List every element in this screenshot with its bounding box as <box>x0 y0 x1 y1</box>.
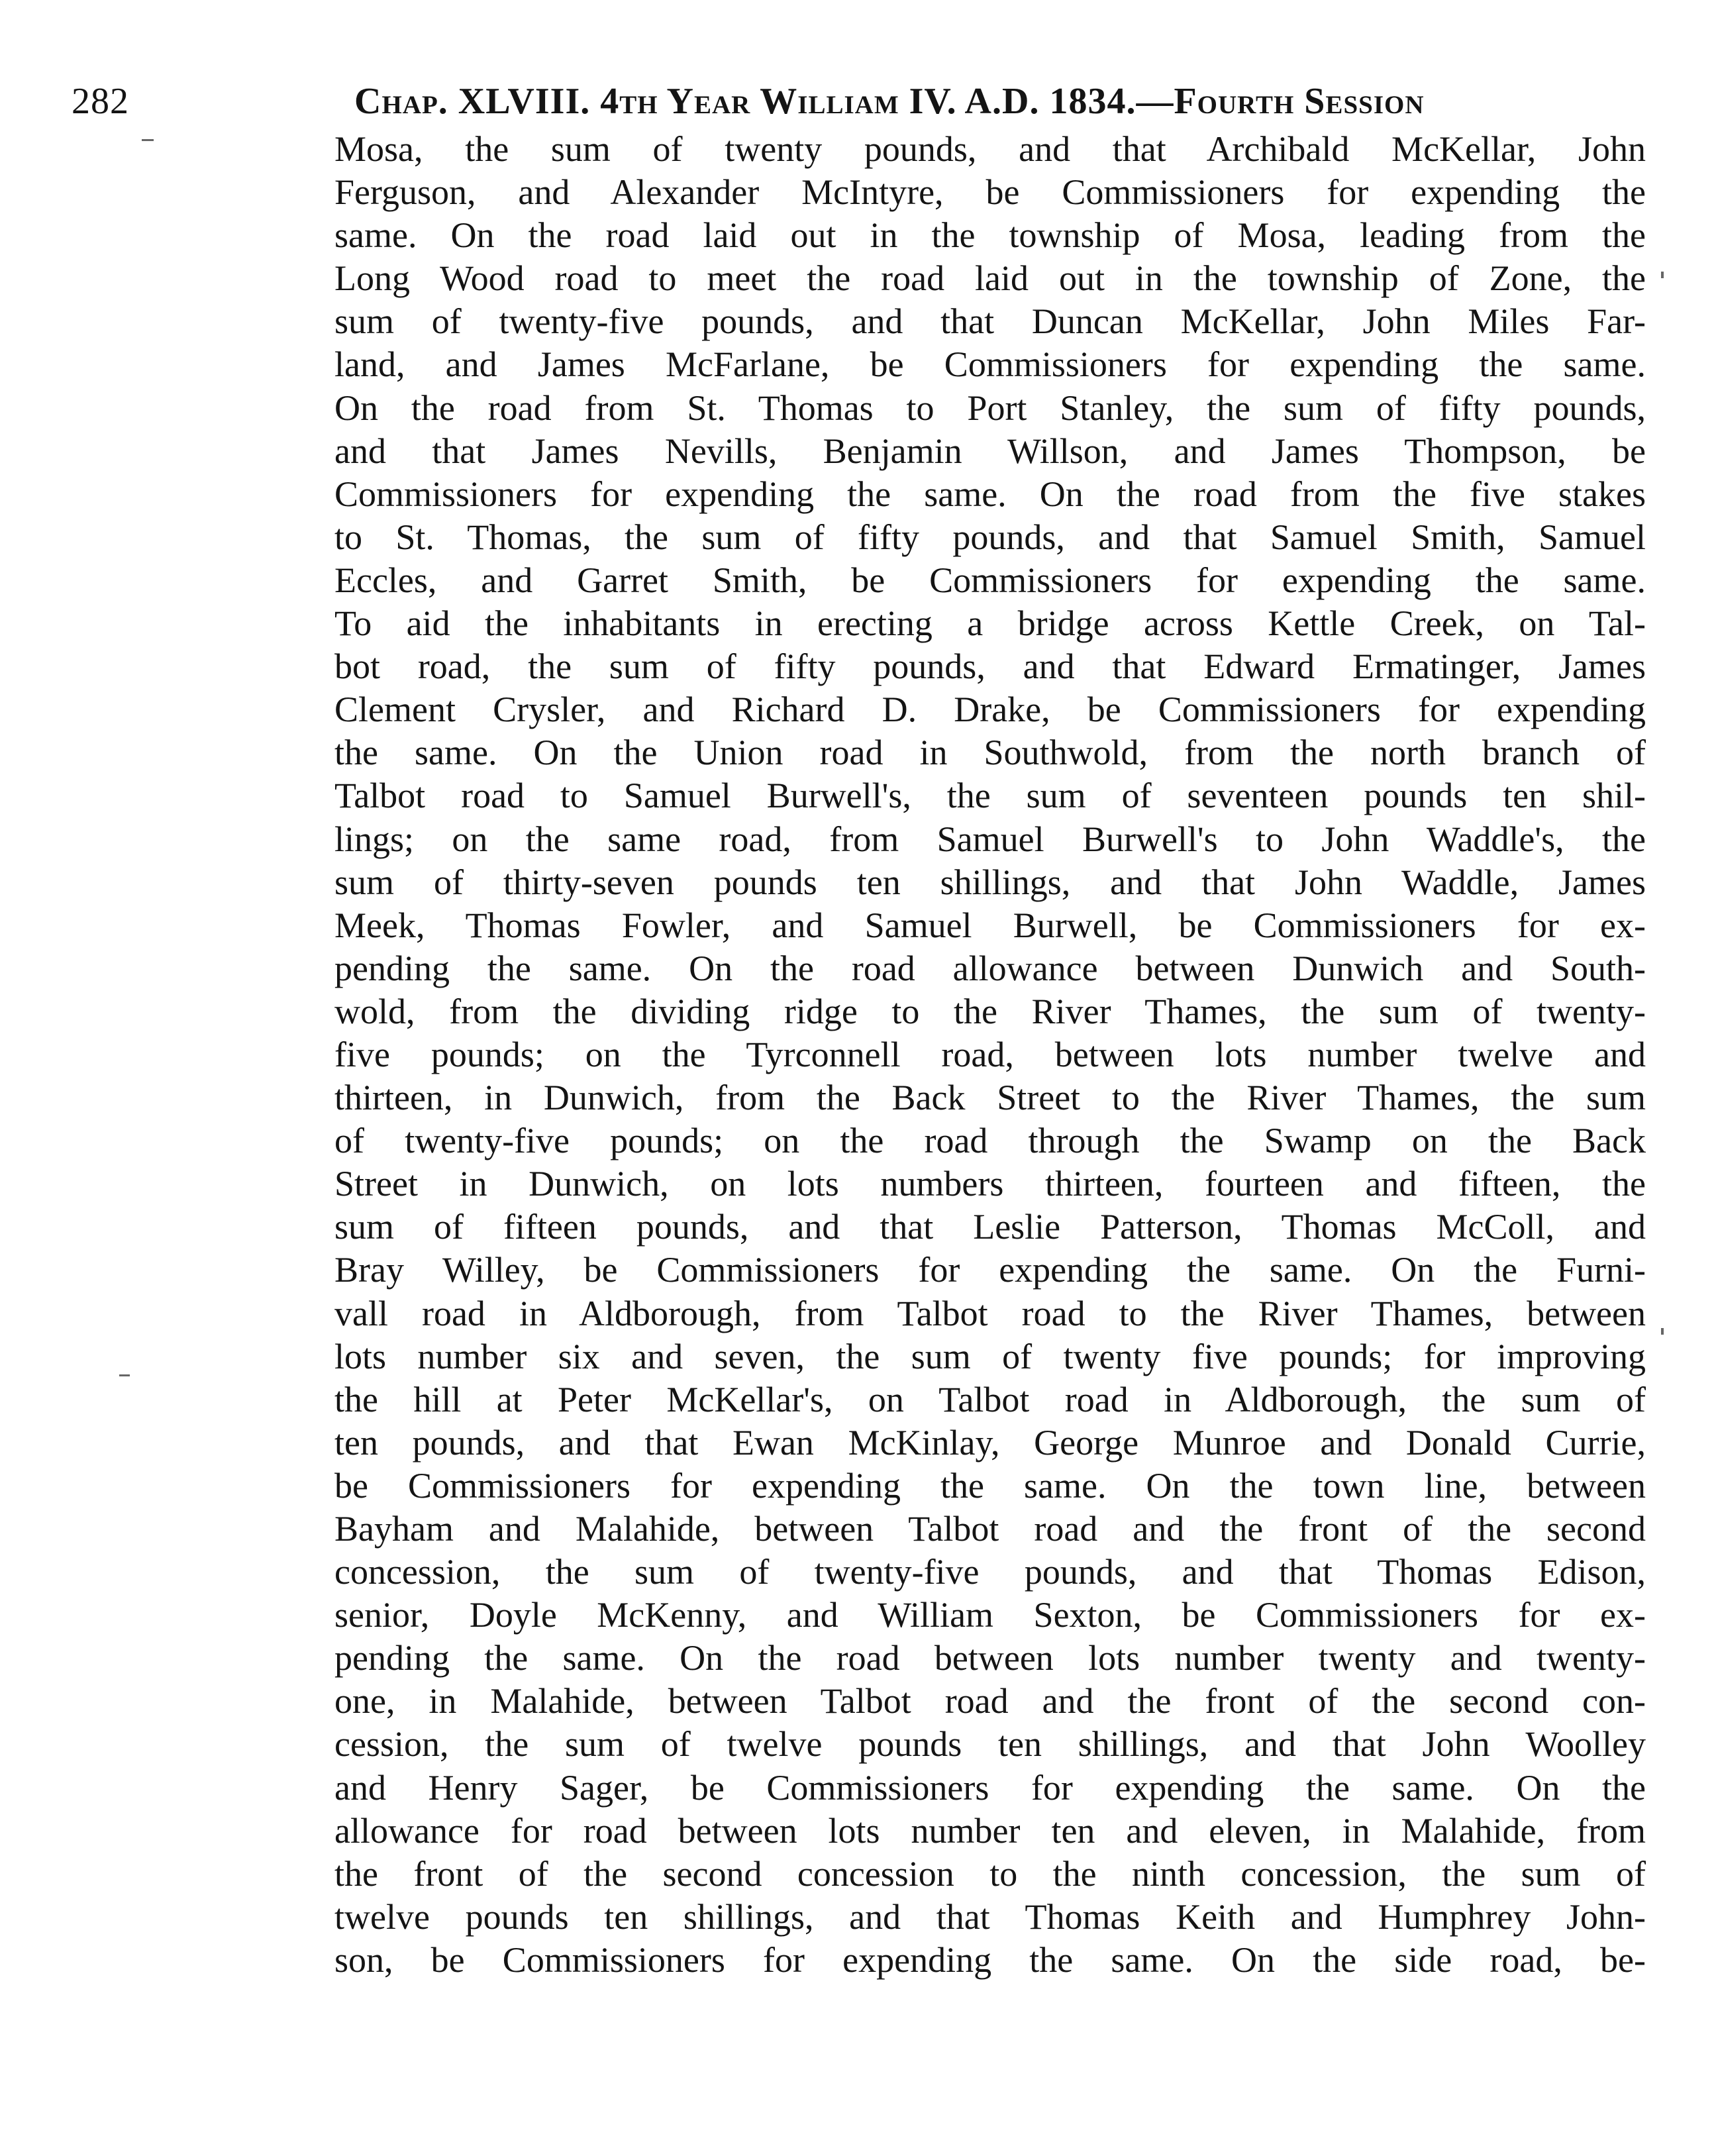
print-speck <box>1661 1328 1664 1335</box>
text-line: wold, from the dividing ridge to the River Thames, the sum of twenty- <box>334 991 1646 1031</box>
text-line: land, and James McFarlane, be Commissioners for expending the same. <box>334 344 1646 385</box>
text-line: son, be Commissioners for expending the same. On the side road, be- <box>334 1939 1646 1980</box>
text-line: the hill at Peter McKellar's, on Talbot road in Aldborough, the sum of <box>334 1379 1646 1419</box>
text-line: the front of the second concession to the ninth concession, the sum of <box>334 1853 1646 1894</box>
text-line: to St. Thomas, the sum of fifty pounds, and that Samuel Smith, Samuel <box>334 517 1646 557</box>
text-line: Eccles, and Garret Smith, be Commissioners for expending the same. <box>334 560 1646 600</box>
text-line: Street in Dunwich, on lots numbers thirteen, fourteen and fifteen, the <box>334 1164 1646 1204</box>
text-line: Ferguson, and Alexander McIntyre, be Commissioners for expending the <box>334 172 1646 213</box>
text-line: same. On the road laid out in the township of Mosa, leading from the <box>334 215 1646 256</box>
text-line: twelve pounds ten shillings, and that Thomas Keith and Humphrey John- <box>334 1896 1646 1937</box>
text-line: Clement Crysler, and Richard D. Drake, be Commissioners for expending <box>334 690 1646 730</box>
page-number: 282 <box>72 81 129 122</box>
text-line: lings; on the same road, from Samuel Burwell's to John Waddle's, the <box>334 819 1646 859</box>
text-line: Talbot road to Samuel Burwell's, the sum of seventeen pounds ten shil- <box>334 776 1646 816</box>
text-line: pending the same. On the road allowance between Dunwich and South- <box>334 948 1646 988</box>
text-line: sum of fifteen pounds, and that Leslie Patterson, Thomas McColl, and <box>334 1207 1646 1247</box>
body-text <box>334 128 1646 1982</box>
text-line: Long Wood road to meet the road laid out in the township of Zone, the <box>334 258 1646 299</box>
text-line: of twenty-five pounds; on the road through the Swamp on the Back <box>334 1121 1646 1161</box>
print-speck <box>142 139 154 141</box>
text-line: ten pounds, and that Ewan McKinlay, George Munroe and Donald Currie, <box>334 1422 1646 1463</box>
running-head: Chap. XLVIII. 4th Year William IV. A.D. 1834.—Fourth Session <box>354 81 1425 122</box>
text-line: Commissioners for expending the same. On the road from the five stakes <box>334 474 1646 514</box>
text-line: Mosa, the sum of twenty pounds, and that Archibald McKellar, John <box>334 129 1646 169</box>
text-line: On the road from St. Thomas to Port Stanley, the sum of fifty pounds, <box>334 387 1646 428</box>
text-line: sum of twenty-five pounds, and that Duncan McKellar, John Miles Far- <box>334 301 1646 342</box>
text-line: Bray Willey, be Commissioners for expending the same. On the Furni- <box>334 1250 1646 1290</box>
text-line: allowance for road between lots number ten and eleven, in Malahide, from <box>334 1810 1646 1851</box>
print-speck <box>119 1374 130 1376</box>
text-line: pending the same. On the road between lots number twenty and twenty- <box>334 1638 1646 1678</box>
text-line: thirteen, in Dunwich, from the Back Street to the River Thames, the sum <box>334 1078 1646 1118</box>
text-line: senior, Doyle McKenny, and William Sexton, be Commissioners for ex- <box>334 1595 1646 1635</box>
text-line: sum of thirty-seven pounds ten shillings, and that John Waddle, James <box>334 862 1646 902</box>
text-line: and Henry Sager, be Commissioners for expending the same. On the <box>334 1767 1646 1808</box>
text-line: and that James Nevills, Benjamin Willson, and James Thompson, be <box>334 431 1646 471</box>
text-line: five pounds; on the Tyrconnell road, between lots number twelve and <box>334 1034 1646 1074</box>
text-line: cession, the sum of twelve pounds ten shillings, and that John Woolley <box>334 1724 1646 1765</box>
text-line: be Commissioners for expending the same. On the town line, between <box>334 1465 1646 1506</box>
text-line: Meek, Thomas Fowler, and Samuel Burwell, be Commissioners for ex- <box>334 905 1646 945</box>
text-line: concession, the sum of twenty-five pounds, and that Thomas Edison, <box>334 1552 1646 1592</box>
text-line: the same. On the Union road in Southwold, from the north branch of <box>334 733 1646 773</box>
text-line: vall road in Aldborough, from Talbot road to the River Thames, between <box>334 1293 1646 1333</box>
text-line: To aid the inhabitants in erecting a bridge across Kettle Creek, on Tal- <box>334 603 1646 644</box>
print-speck <box>1661 272 1664 278</box>
text-line: Bayham and Malahide, between Talbot road and the front of the second <box>334 1509 1646 1549</box>
text-line: bot road, the sum of fifty pounds, and that Edward Ermatinger, James <box>334 646 1646 687</box>
text-line: one, in Malahide, between Talbot road and the front of the second con- <box>334 1681 1646 1721</box>
text-line: lots number six and seven, the sum of twenty five pounds; for improving <box>334 1336 1646 1376</box>
